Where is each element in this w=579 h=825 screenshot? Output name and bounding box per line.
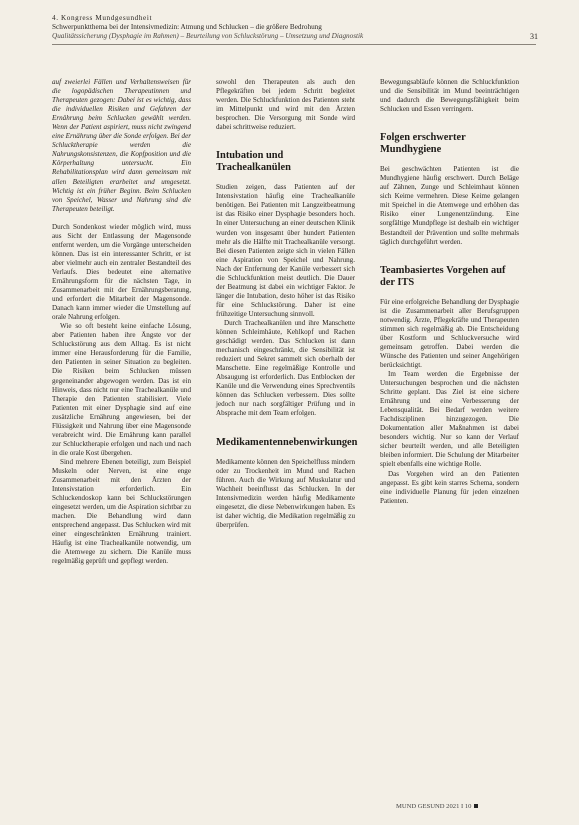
header-divider — [52, 44, 536, 45]
section-heading: Folgen erschwerter Mundhygiene — [380, 132, 466, 156]
section-heading: Teambasiertes Vorgehen auf der ITS — [380, 264, 506, 288]
paragraph: Das Vorgehen wird an den Patienten angepasst. Es gibt kein starres Schema, sondern eine individuelle Planung für jeden einzelnen Patienten. — [380, 469, 519, 505]
paragraph: Durch Sondenkost wieder möglich wird, muss aus Sicht der Entlassung der Magensonde entfernt werden, um die Vorgänge unterscheiden können. Das ist ein interessanter Schritt, er ist aber vielmehr auch ein zentraler Bestandteil des Verlaufs. Dies bedeutet eine alternative Ernährungsform für die nächsten Tage, in Zusammenarbeit mit der Ernährungsberatung, und erfordert die Mitarbeit der Magensonde. Danach kann immer wieder die Umstellung auf orale Nahrung erfolgen. — [52, 222, 191, 322]
paragraph: Studien zeigen, dass Patienten auf der Intensivstation häufig eine Trachealkanüle benötigen. Bei Patienten mit Langzeitbeatmung ist das Risiko einer Dysphagie besonders hoch. In einer Untersuchung an einer deutschen Klinik wurden von insgesamt über hundert Patienten mehr als die Hälfte mit Trachealkanüle versorgt. Bei diesen Patienten zeigte sich in vielen Fällen eine Aspiration von Speichel und Nahrung. Nach der Entfernung der Kanüle verbessert sich die Schluckfunktion meist deutlich. Die Dauer der Beatmung ist dabei ein wichtiger Faktor. Je länger die Intubation, desto höher ist das Risiko für eine Schluckstörung. Daher ist eine frühzeitige Untersuchung sinnvoll. — [216, 183, 355, 318]
paragraph: Medikamente können den Speichelfluss mindern oder zu Trockenheit im Mund und Rachen führen. Auch die Wirkung auf Muskulatur und Wachheit beeinflusst das Schlucken. In der Intensivmedizin werden häufig Medikamente eingesetzt, die diese Nebenwirkungen haben. Es ist daher wichtig, die Medikation regelmäßig zu überprüfen. — [216, 457, 355, 529]
section-heading: Intubation und Trachealkanülen — [216, 150, 291, 174]
paragraph: Im Team werden die Ergebnisse der Untersuchungen besprochen und die nächsten Schritte geplant. Das Ziel ist eine sichere Ernährung und eine Verbesserung der Lebensqualität. Bei Bedarf werden weitere Fachdisziplinen hinzugezogen. Die Dokumentation aller Maßnahmen ist dabei besonders wichtig. Nur so kann der Verlauf sicher beurteilt werden, und alle Beteiligten bleiben informiert. Die Schulung der Mitarbeiter spielt ebenfalls eine wichtige Rolle. — [380, 369, 519, 469]
column-middle — [216, 78, 358, 530]
header-line-2: Schwerpunktthema bei der Intensivmedizin: Atmung und Schlucken – die größere Bedrohung — [52, 23, 322, 31]
paragraph: Bei geschwächten Patienten ist die Mundhygiene häufig erschwert. Durch Beläge auf Zähnen, Zunge und Schleimhaut können sich Keime vermehren. Diese Keime gelangen mit Speichel in die Atemwege und erhöhen das Risiko einer Lungenentzündung. Eine sorgfältige Mundpflege ist deshalb ein wichtiger Bestandteil der Prävention und sollte mehrmals täglich durchgeführt werden. — [380, 165, 519, 246]
page-header — [52, 14, 538, 41]
column-left — [52, 78, 191, 566]
footer-text: MUND GESUND 2021 I 10 — [396, 803, 472, 810]
paragraph: Für eine erfolgreiche Behandlung der Dysphagie ist die Zusammenarbeit aller Berufsgruppen notwendig. Ärzte, Pflegekräfte und Therapeuten stimmen sich regelmäßig ab. Die Entscheidung über Kostform und Schluckversuche wird gemeinsam getroffen. Dabei werden die Wünsche des Patienten und seiner Angehörigen berücksichtigt. — [380, 297, 519, 369]
page-footer — [396, 803, 538, 810]
section-heading: Medikamentennebenwirkungen — [216, 436, 358, 448]
paragraph: Wie so oft besteht keine einfache Lösung, aber Patienten haben ihre Ängste vor der Schluckstörung aus dem Alltag. Es ist nicht immer eine Herausforderung für die Familie, den Patienten in seiner Situation zu begleiten. Die Risiken beim Schlucken müssen gegeneinander abgewogen werden. Das ist ein Hinweis, dass nicht nur eine Trachealkanüle und Therapie den Patienten stabilisiert. Viele Patienten mit einer Dysphagie sind auf eine zusätzliche Ernährung angewiesen, bei der Flüssigkeit und Nahrung über eine Magensonde verabreicht wird. Die Ernährung kann parallel zur Schlucktherapie erfolgen und nach und nach in die orale Kost übergehen. — [52, 322, 191, 457]
paragraph: auf zweierlei Fällen und Verhaltensweisen für die logopädischen Therapeutinnen und Therapeuten gezogen: Dabei ist es wichtig, dass die individuellen Risiken und Gefahren der Ernährung beim Schlucken gewählt werden. Wenn der Patient aspiriert, muss nicht zwingend eine Ernährung über die Sonde erfolgen. Bei der Schlucktherapie werden die Nahrungskonsistenzen, die Kopfposition und die Körperhaltung untersucht. Ein Rehabilitationsplan wird dann gemeinsam mit allen Beteiligten erarbeitet und umgesetzt. Wichtig ist ein früher Beginn. Beim Schlucken von Speichel, Wasser und Nahrung sind die Therapeuten beteiligt. — [52, 78, 191, 213]
column-right — [380, 78, 519, 506]
paragraph: Bewegungsabläufe können die Schluckfunktion und die Sensibilität im Mund beeinträchtigen und dadurch die Bewegungsfähigkeit beim Schlucken und Essen verringern. — [380, 78, 519, 114]
paragraph: sowohl den Therapeuten als auch den Pflegekräften bei jedem Schritt begleitet werden. Die Schluckfunktion des Patienten steht im Mittelpunkt und wird mit den Ärzten besprochen. Die Versorgung mit Sonde wird dabei schrittweise reduziert. — [216, 78, 355, 132]
paragraph: Sind mehrere Ebenen beteiligt, zum Beispiel Muskeln oder Nerven, ist eine enge Zusammenarbeit mit den Ärzten der Intensivstation erforderlich. Ein Schluckendoskop kann bei Schluckstörungen eingesetzt werden, um die Aspiration sichtbar zu machen. Die Behandlung wird dann entsprechend angepasst. Das Schlucken wird mit einer eingeschränkten Ernährung trainiert. Häufig ist eine Trachealkanüle notwendig, um die Atemwege zu sichern. Die Kanüle muss regelmäßig geprüft und gepflegt werden. — [52, 457, 191, 566]
header-line-1: 4. Kongress Mundgesundheit — [52, 14, 153, 22]
header-line-3: Qualitätssicherung (Dysphagie im Rahmen) – Beurteilung von Schluckstörung – Umsetzung und Diagnostik — [52, 32, 364, 40]
paragraph: Durch Trachealkanülen und ihre Manschette können Schleimhäute, Kehlkopf und Rachen geschädigt werden. Das Schlucken ist dann mechanisch eingeschränkt, die Sensibilität ist reduziert und Sekret sammelt sich oberhalb der Manschette. Eine regelmäßige Kontrolle und Absaugung ist erforderlich. Das Entblocken der Kanüle und die Verwendung eines Sprechventils können das Schlucken verbessern. Dies sollte jedoch nur nach sorgfältiger Prüfung und in Absprache mit dem Team erfolgen. — [216, 318, 355, 418]
page-number: 31 — [530, 32, 538, 41]
footer-square-icon — [474, 804, 478, 808]
